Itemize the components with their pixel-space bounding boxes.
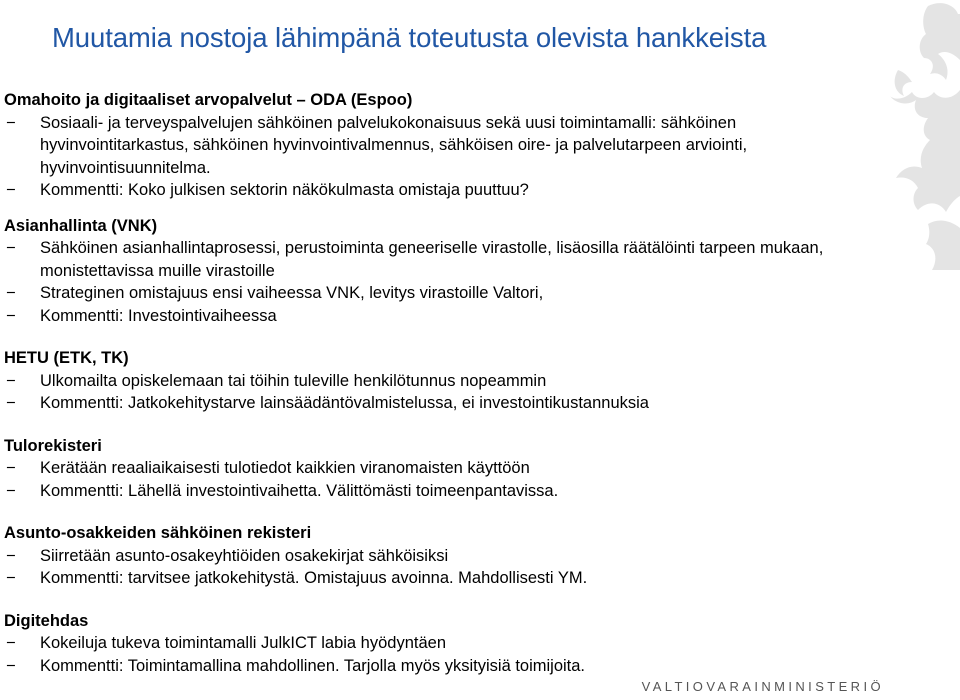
dash-bullet: − <box>6 284 16 302</box>
slide-title: Muutamia nostoja lähimpänä toteutusta olevista hankkeista <box>52 22 767 53</box>
dash-bullet: − <box>6 459 16 477</box>
dash-bullet: − <box>6 371 16 390</box>
section-tulorekisteri <box>4 435 884 503</box>
list-item: − Sosiaali- ja terveyspalvelujen sähköinen palvelukokonaisuus sekä uusi toimintamalli: sähköinen hyvinvointitarkastus, sähköinen hyvinvointivalmennus, sähköisen oire- ja palvelutarpeen arviointi, hyvinvointisuunnitelma. <box>6 113 748 177</box>
dash-bullet: − <box>6 481 16 500</box>
list-item: − Sähköinen asianhallintaprosessi, perustoiminta geneeriselle virastolle, lisäosilla räätälöinti tarpeen mukaan, monistettavissa muille virastoille <box>6 239 824 280</box>
list-item: − Ulkomailta opiskelemaan tai töihin tuleville henkilötunnus nopeammin <box>4 370 884 393</box>
list-item: − Kommentti: Koko julkisen sektorin näkökulmasta omistaja puuttuu? <box>4 179 884 202</box>
section-asunto-osakkeet <box>4 522 884 590</box>
dash-bullet: − <box>6 546 16 565</box>
dash-bullet: − <box>6 306 16 325</box>
section-heading: Tulorekisteri <box>4 436 102 455</box>
list-item: − Kommentti: Lähellä investointivaihetta. Välittömästi toimeenpantavissa. <box>4 480 884 503</box>
section-oda <box>4 89 884 202</box>
section-heading: Asianhallinta (VNK) <box>4 216 158 235</box>
dash-bullet: − <box>6 181 16 199</box>
coat-of-arms-lion-icon <box>888 0 960 270</box>
section-heading: Digitehdas <box>4 611 89 630</box>
slide-content <box>4 89 884 677</box>
list-item: − Kokeiluja tukeva toimintamalli JulkICT labia hyödyntäen <box>4 632 884 655</box>
dash-bullet: − <box>6 113 16 132</box>
section-hetu <box>4 347 884 415</box>
heading-dash: – <box>296 91 306 109</box>
dash-bullet: − <box>6 394 16 412</box>
dash-bullet: − <box>6 634 16 652</box>
section-heading: Asunto-osakkeiden sähköinen rekisteri <box>4 524 312 542</box>
section-asianhallinta <box>4 215 884 328</box>
section-heading: Omahoito ja digitaaliset arvopalvelut – ODA (Espoo) <box>4 91 413 109</box>
list-item: − Kommentti: tarvitsee jatkokehitystä. Omistajuus avoinna. Mahdollisesti YM. <box>4 567 884 590</box>
list-item: − Kommentti: Investointivaiheessa <box>4 305 884 328</box>
ministry-footer-logo: VALTIOVARAINMINISTERIÖ <box>641 679 884 694</box>
list-item: − Kommentti: Toimintamallina mahdollinen. Tarjolla myös yksityisiä toimijoita. <box>4 655 884 678</box>
dash-bullet: − <box>6 569 16 587</box>
list-item: − Strateginen omistajuus ensi vaiheessa VNK, levitys virastoille Valtori, <box>4 282 884 305</box>
list-item: − Siirretään asunto-osakeyhtiöiden osakekirjat sähköisiksi <box>4 545 884 568</box>
list-item: − Kerätään reaaliaikaisesti tulotiedot kaikkien viranomaisten käyttöön <box>4 457 884 480</box>
dash-bullet: − <box>6 656 16 675</box>
section-digitehdas <box>4 610 884 678</box>
section-heading: HETU (ETK, TK) <box>4 349 129 367</box>
list-item: − Kommentti: Jatkokehitystarve lainsäädäntövalmistelussa, ei investointikustannuksia <box>4 392 884 415</box>
dash-bullet: − <box>6 239 16 257</box>
